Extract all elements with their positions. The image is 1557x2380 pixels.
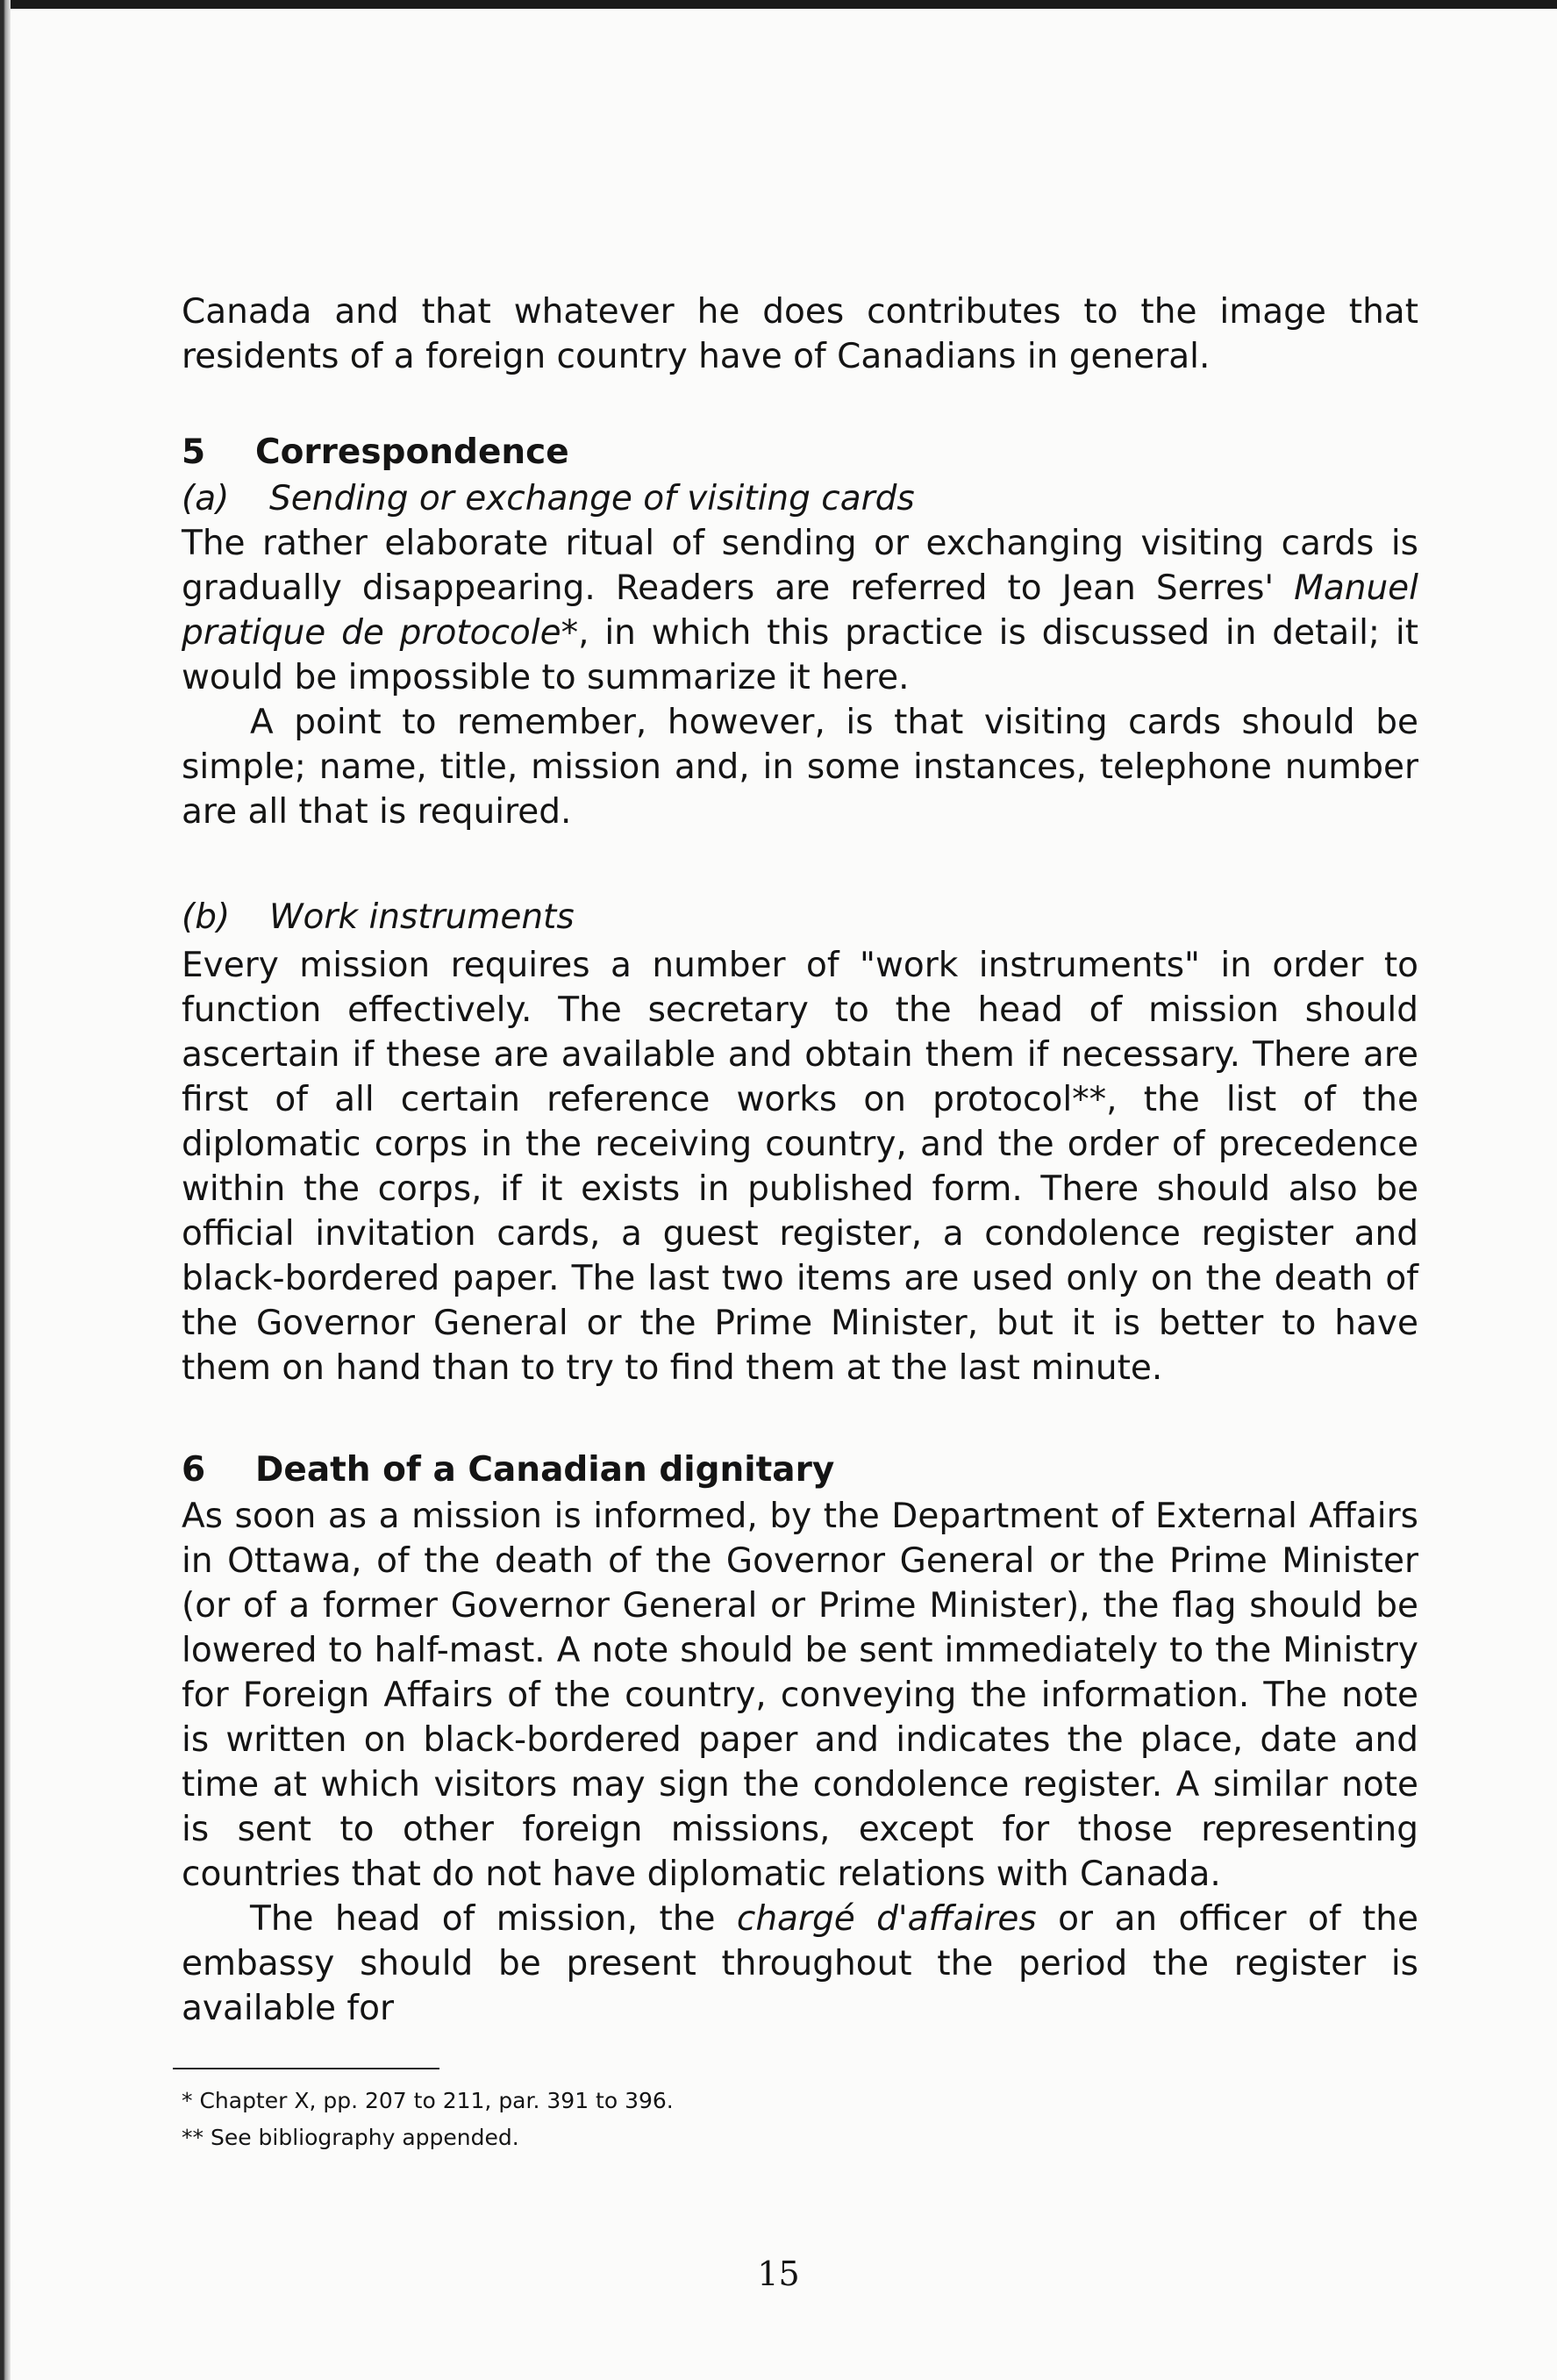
scan-left-edge <box>0 0 11 2380</box>
section-number: 6 <box>182 1450 206 1490</box>
section-number: 5 <box>182 432 206 472</box>
paragraph: As soon as a mission is informed, by the Department of External Affairs in Ottawa, of the death of the Governor General or the Prime Minister (or of a former Governor General or Prime Minister), the flag should be lowered to half-mast. A note should be sent immediately to the Ministry for Foreign Affairs of the country, conveying the information. The note is written on black-bordered paper and indicates the place, date and time at which visitors may sign the condolence register. A similar note is sent to other foreign missions, except for those representing countries that do not have diplomatic relations with Canada. <box>182 1497 1418 1894</box>
footnotes <box>182 2083 1059 2156</box>
footnote-rule <box>173 2068 439 2069</box>
paragraph: A point to remember, however, is that visiting cards should be simple; name, title, mission and, in some instances, telephone number are all that is required. <box>182 703 1418 832</box>
section-title: Death of a Canadian dignitary <box>255 1450 835 1490</box>
intro-paragraph: Canada and that whatever he does contributes to the image that residents of a foreign country have of Canadians in general. <box>182 292 1418 376</box>
paragraph: Every mission requires a number of "work instruments" in order to function effectively. The secretary to the head of mission should ascertain if these are available and obtain them if necessary. There are first of all certain reference works on protocol**, the list of the diplomatic corps in the receiving country, and the order of precedence within the corps, if it exists in published form. There should also be official invitation cards, a guest register, a condolence register and black-bordered paper. The last two items are used only on the death of the Governor General or the Prime Minister, but it is better to have them on hand than to try to find them at the last minute. <box>182 946 1418 1388</box>
section-heading <box>182 1447 1418 1492</box>
subsection-title: Sending or exchange of visiting cards <box>269 479 915 518</box>
paragraph: The rather elaborate ritual of sending or exchanging visiting cards is gradually disappearing. Readers are referred to Jean Serres' Manuel pratique de protocole*, in which this practice is discussed in detail; it would be impossible to summarize it here. <box>182 524 1418 697</box>
section-6 <box>182 1447 1418 2031</box>
paragraph: The head of mission, the chargé d'affaires or an officer of the embassy should be present throughout the period the register is available for <box>182 1899 1418 2028</box>
intro-block <box>182 289 1418 379</box>
italic-term: chargé d'affaires <box>736 1899 1037 1939</box>
section-5 <box>182 430 1418 834</box>
section-title: Correspondence <box>255 432 569 472</box>
footnote: * Chapter X, pp. 207 to 211, par. 391 to 396. <box>182 2088 674 2113</box>
page-number: 15 <box>757 2255 800 2293</box>
subsection-heading <box>182 895 1418 940</box>
subsection-title: Work instruments <box>269 897 575 937</box>
subsection-heading <box>182 476 1418 521</box>
book-title: Manuel pratique de protocole <box>182 568 1418 653</box>
footnote: ** See bibliography appended. <box>182 2125 519 2150</box>
section-heading <box>182 430 1418 475</box>
subsection-b <box>182 895 1418 1390</box>
scan-top-edge <box>0 0 1557 9</box>
subsection-mark: (a) <box>182 479 230 518</box>
subsection-mark: (b) <box>182 897 231 937</box>
